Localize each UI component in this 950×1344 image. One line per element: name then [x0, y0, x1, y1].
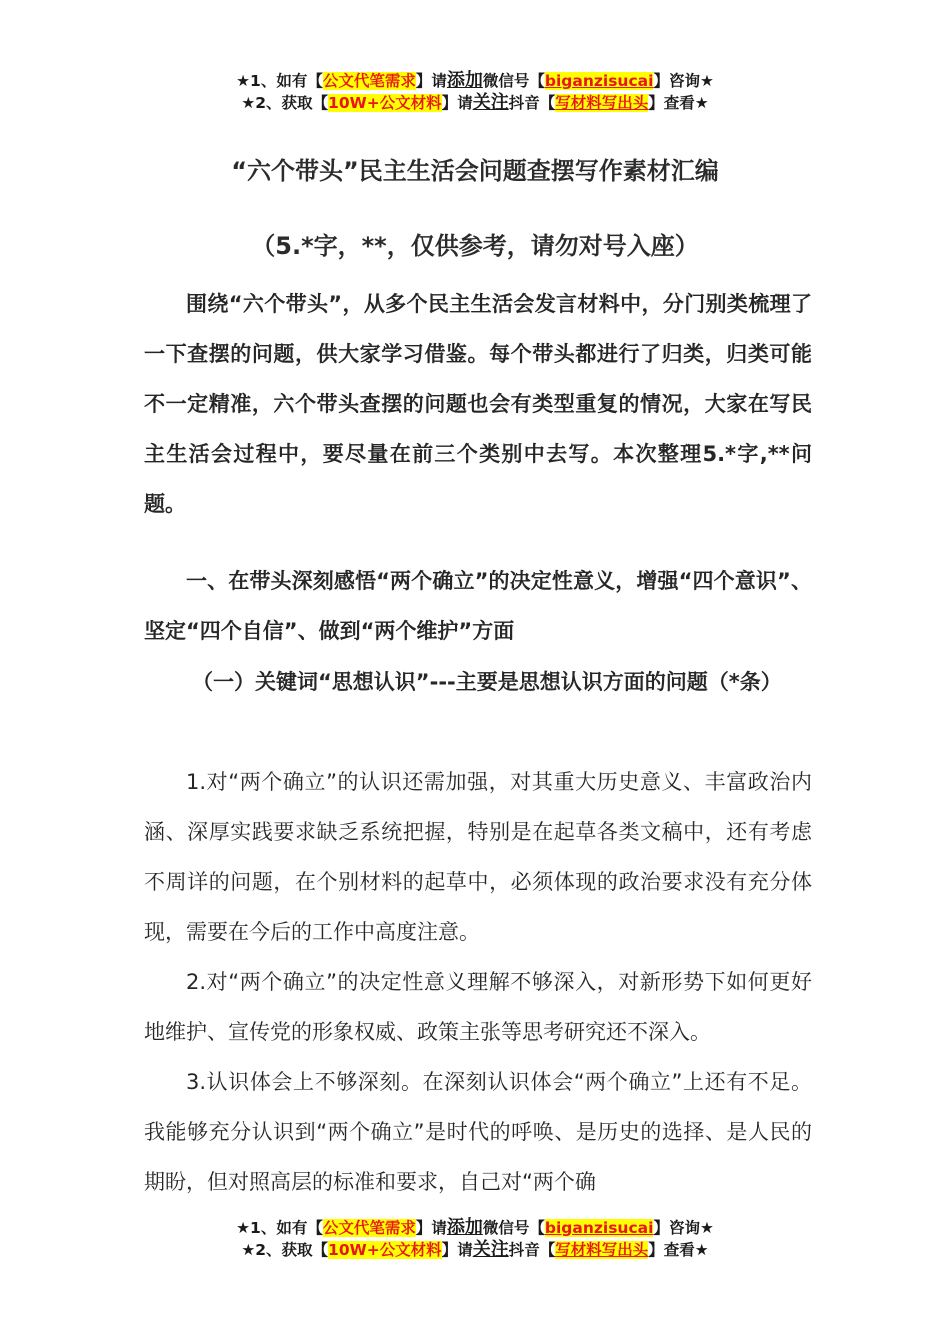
banner-text: 】请 — [415, 72, 447, 90]
list-item: 2.对“两个确立”的决定性意义理解不够深入，对新形势下如何更好地维护、宣传党的形象权威、政策主张等思考研究还不深入。 — [144, 970, 812, 1044]
douyin-account-link[interactable]: 写材料写出头 — [555, 94, 649, 112]
document-title: “六个带头”民主生活会问题查摆写作素材汇编 — [231, 157, 719, 185]
banner-emphasis: 关注 — [472, 92, 509, 113]
banner-emphasis: 关注 — [472, 1239, 509, 1260]
wechat-account-link[interactable]: biganzisucai — [544, 1219, 654, 1237]
banner-highlight: 10W+公文材料 — [328, 1241, 442, 1259]
banner-line-1 — [0, 70, 950, 92]
banner-text: 】咨询★ — [653, 72, 714, 90]
banner-line-1 — [0, 1217, 950, 1239]
banner-text: 抖音【 — [508, 94, 556, 112]
banner-line-2 — [0, 92, 950, 114]
wechat-account-link[interactable]: biganzisucai — [544, 72, 654, 90]
banner-text: 】请 — [441, 94, 473, 112]
subsection-1-heading: （一）关键词“思想认识”---主要是思想认识方面的问题（*条） — [192, 670, 782, 694]
banner-line-2 — [0, 1239, 950, 1261]
banner-text: ★2、获取【 — [241, 94, 329, 112]
section-1-heading: 一、在带头深刻感悟“两个确立”的决定性意义，增强“四个意识”、坚定“四个自信”、做到“两个维护”方面 — [144, 569, 812, 643]
banner-highlight: 公文代笔需求 — [322, 72, 416, 90]
list-item: 3.认识体会上不够深刻。在深刻认识体会“两个确立”上还有不足。我能够充分认识到“两个确立”是时代的呼唤、是历史的选择、是人民的期盼，但对照高层的标准和要求，自己对“两个确 — [144, 1070, 812, 1194]
subsection-1-block — [144, 657, 812, 707]
banner-highlight: 10W+公文材料 — [328, 94, 442, 112]
section-1-block — [144, 556, 812, 656]
footer-banner — [0, 1217, 950, 1261]
banner-text: ★1、如有【 — [236, 72, 323, 90]
banner-text: ★1、如有【 — [236, 1219, 323, 1237]
banner-text: 】查看★ — [648, 94, 709, 112]
banner-text: 微信号【 — [482, 1219, 545, 1237]
banner-text: 】请 — [415, 1219, 447, 1237]
header-banner — [0, 70, 950, 114]
banner-emphasis: 添加 — [446, 1217, 483, 1238]
list-item: 1.对“两个确立”的认识还需加强，对其重大历史意义、丰富政治内涵、深厚实践要求缺乏系统把握，特别是在起草各类文稿中，还有考虑不周详的问题，在个别材料的起草中，必须体现的政治要求没有充分体现，需要在今后的工作中高度注意。 — [144, 770, 812, 944]
intro-paragraph-block — [144, 279, 812, 529]
banner-text: 】咨询★ — [653, 1219, 714, 1237]
banner-highlight: 公文代笔需求 — [322, 1219, 416, 1237]
banner-text: 】请 — [441, 1241, 473, 1259]
items-block — [144, 757, 812, 1207]
document-subtitle: （5.*字，**，仅供参考，请勿对号入座） — [251, 232, 699, 260]
banner-emphasis: 添加 — [446, 70, 483, 91]
banner-text: 抖音【 — [508, 1241, 556, 1259]
banner-text: 】查看★ — [648, 1241, 709, 1259]
banner-text: 微信号【 — [482, 72, 545, 90]
banner-text: ★2、获取【 — [241, 1241, 329, 1259]
intro-paragraph: 围绕“六个带头”，从多个民主生活会发言材料中，分门别类梳理了一下查摆的问题，供大家学习借鉴。每个带头都进行了归类，归类可能不一定精准，六个带头查摆的问题也会有类型重复的情况，大家在写民主生活会过程中，要尽量在前三个类别中去写。本次整理5.*字,**问题。 — [144, 292, 812, 516]
douyin-account-link[interactable]: 写材料写出头 — [555, 1241, 649, 1259]
